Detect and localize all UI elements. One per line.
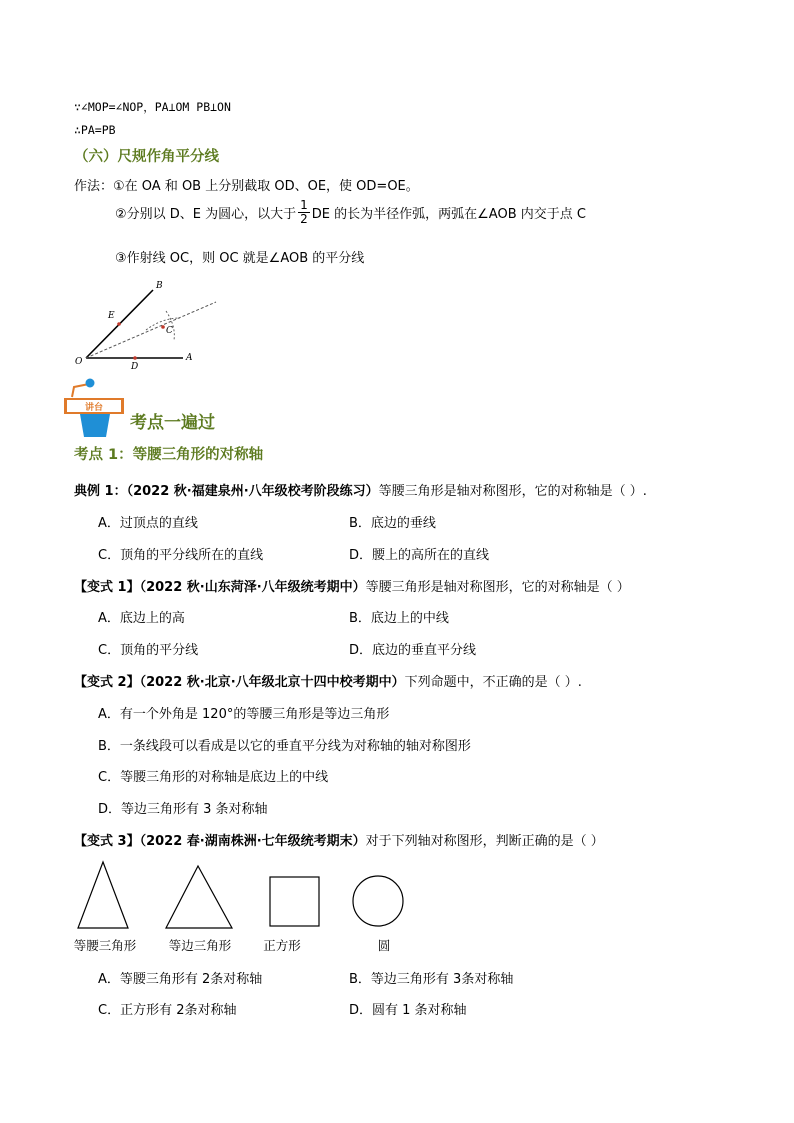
label-b: B — [156, 281, 163, 291]
variant-2-option-b: B．一条线段可以看成是以它的垂直平分线为对称轴的轴对称图形 — [98, 739, 471, 754]
variant-2-question — [74, 671, 582, 690]
variant-1-option-b: B．底边上的中线 — [349, 611, 449, 626]
podium-stand — [80, 414, 110, 437]
fraction-numerator: 1 — [300, 198, 308, 212]
step-3: ③作射线 OC，则 OC 就是∠AOB 的平分线 — [115, 251, 365, 266]
variant-3-option-b: B．等边三角形有 3条对称轴 — [349, 972, 514, 987]
angle-bisector-figure — [68, 278, 228, 373]
step-2 — [115, 199, 586, 225]
section-title: （六）尺规作角平分线 — [74, 149, 219, 165]
variant-2-source: （2022 秋·北京·八年级北京十四中校考期中） — [139, 675, 405, 690]
example-1-question — [74, 480, 647, 499]
shape-label-square: 正方形 — [263, 938, 301, 953]
example-1-prefix: 典例 1： — [74, 484, 127, 499]
step-2-pre: ②分别以 D、E 为圆心，以大于 — [115, 206, 297, 222]
shape-label-circle: 圆 — [377, 938, 391, 953]
equilateral-triangle-shape — [166, 866, 232, 928]
podium-label: 讲台 — [84, 403, 104, 413]
example-1-option-a: A．过顶点的直线 — [98, 516, 198, 531]
point-e — [117, 322, 121, 326]
kaodian-1-title: 考点 1：等腰三角形的对称轴 — [74, 447, 264, 463]
label-d: D — [131, 362, 139, 372]
isosceles-triangle-shape — [78, 862, 128, 928]
proof-line-1: ∵∠MOP=∠NOP，PA⊥OM PB⊥ON — [74, 100, 231, 114]
banner-title: 考点一遍过 — [130, 413, 215, 433]
fraction-denominator: 2 — [300, 211, 308, 226]
variant-2-option-a: A．有一个外角是 120°的等腰三角形是等边三角形 — [98, 707, 390, 722]
variant-2-option-c: C．等腰三角形的对称轴是底边上的中线 — [98, 770, 329, 785]
variant-3-option-d: D．圆有 1 条对称轴 — [349, 1003, 467, 1018]
variant-3-option-c: C．正方形有 2条对称轴 — [98, 1003, 237, 1018]
variant-3-option-a: A．等腰三角形有 2条对称轴 — [98, 972, 263, 987]
microphone-stand — [72, 384, 89, 397]
variant-3-question — [74, 830, 604, 849]
shape-label-equilateral: 等边三角形 — [168, 938, 232, 953]
variant-1-option-a: A．底边上的高 — [98, 611, 185, 626]
step-2-post: DE 的长为半径作弧，两弧在∠AOB 内交于点 C — [311, 206, 586, 222]
variant-1-source: （2022 秋·山东菏泽·八年级统考期中） — [139, 580, 366, 595]
variant-1-option-c: C．顶角的平分线 — [98, 643, 199, 658]
example-1-option-b: B．底边的垂线 — [349, 516, 436, 531]
label-a: A — [186, 353, 193, 363]
example-1-option-d: D．腰上的高所在的直线 — [349, 548, 490, 563]
proof-line-2: ∴PA=PB — [74, 123, 116, 137]
variant-1-question — [74, 576, 630, 595]
variant-3-stem: 对于下列轴对称图形，判断正确的是（ ） — [365, 834, 604, 849]
ray-oc — [86, 302, 216, 358]
podium-icon — [62, 377, 128, 439]
variant-2-stem: 下列命题中，不正确的是（ ）. — [404, 675, 582, 690]
shapes-figure — [70, 858, 420, 934]
point-d — [133, 356, 137, 360]
step-1: 作法：①在 OA 和 OB 上分别截取 OD、OE，使 OD=OE。 — [74, 179, 419, 194]
example-1-stem: 等腰三角形是轴对称图形，它的对称轴是（ ）. — [378, 484, 647, 499]
example-1-source: （2022 秋·福建泉州·八年级校考阶段练习） — [126, 484, 379, 499]
label-e: E — [108, 311, 115, 321]
variant-3-prefix: 【变式 3】 — [74, 834, 140, 849]
variant-1-stem: 等腰三角形是轴对称图形，它的对称轴是（ ） — [365, 580, 630, 595]
circle-shape — [353, 876, 403, 926]
fraction-one-half — [298, 199, 310, 225]
variant-1-prefix: 【变式 1】 — [74, 580, 140, 595]
label-o: O — [75, 357, 83, 367]
variant-1-option-d: D．底边的垂直平分线 — [349, 643, 477, 658]
example-1-option-c: C．顶角的平分线所在的直线 — [98, 548, 264, 563]
variant-2-prefix: 【变式 2】 — [74, 675, 140, 690]
variant-2-option-d: D．等边三角形有 3 条对称轴 — [98, 802, 268, 817]
variant-3-source: （2022 春·湖南株洲·七年级统考期末） — [139, 834, 366, 849]
label-c: C — [166, 326, 173, 336]
microphone-head — [86, 379, 95, 388]
shape-label-isosceles: 等腰三角形 — [73, 938, 137, 953]
square-shape — [270, 877, 319, 926]
point-c — [161, 325, 165, 329]
